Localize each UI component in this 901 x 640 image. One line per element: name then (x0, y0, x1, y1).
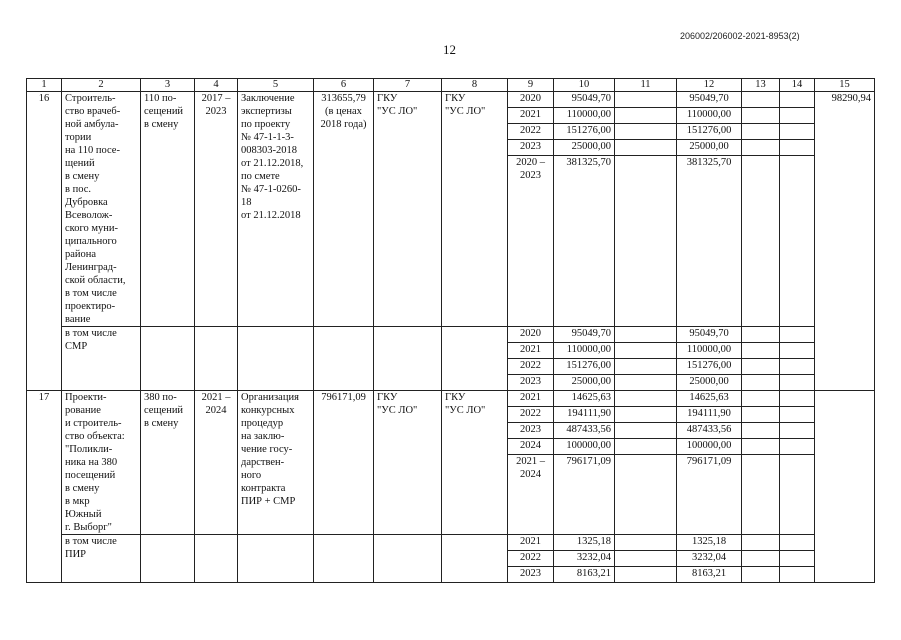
budget-amount: 151276,00 (677, 124, 742, 140)
col15-value: 98290,94 (815, 92, 875, 391)
col11-cell (615, 439, 677, 455)
budget-amount: 1325,18 (677, 535, 742, 551)
year: 2020 (508, 92, 554, 108)
col11-cell (615, 407, 677, 423)
col14-cell (780, 140, 815, 156)
empty-cell (141, 535, 195, 583)
col13-cell (742, 439, 780, 455)
budget-amount: 796171,09 (677, 455, 742, 535)
year: 2023 (508, 140, 554, 156)
total-amount: 95049,70 (554, 92, 615, 108)
col11-cell (615, 108, 677, 124)
budget-amount: 25000,00 (677, 375, 742, 391)
col14-cell (780, 423, 815, 439)
year: 2021 (508, 391, 554, 407)
budget-amount: 25000,00 (677, 140, 742, 156)
col11-cell (615, 124, 677, 140)
budget-amount: 110000,00 (677, 343, 742, 359)
total-amount: 487433,56 (554, 423, 615, 439)
total-amount: 151276,00 (554, 359, 615, 375)
col14-cell (780, 343, 815, 359)
builder: ГКУ "УС ЛО" (442, 391, 508, 535)
col15-cell (815, 391, 875, 583)
column-number-row (27, 79, 875, 92)
col13-cell (742, 92, 780, 108)
customer: ГКУ "УС ЛО" (374, 92, 442, 327)
budget-amount: 151276,00 (677, 359, 742, 375)
year: 2024 (508, 439, 554, 455)
col11-cell (615, 551, 677, 567)
table-row (27, 391, 875, 407)
empty-cell (442, 327, 508, 391)
col14-cell (780, 551, 815, 567)
year: 2023 (508, 423, 554, 439)
total-amount: 95049,70 (554, 327, 615, 343)
budget-amount: 14625,63 (677, 391, 742, 407)
column-number: 14 (780, 79, 815, 92)
budget-amount: 8163,21 (677, 567, 742, 583)
col14-cell (780, 156, 815, 327)
total-amount: 25000,00 (554, 375, 615, 391)
object-name: Строитель- ство врачеб- ной амбула- тории на 110 посе- щений в смену в пос. Дубровка Всеволож- ского муни- ципального района Ленинград- ской области, в том числе проектиро- вание (62, 92, 141, 327)
sub-label: в том числе СМР (62, 327, 141, 391)
col14-cell (780, 359, 815, 375)
year: 2022 (508, 359, 554, 375)
col14-cell (780, 108, 815, 124)
year: 2021 (508, 535, 554, 551)
column-number: 15 (815, 79, 875, 92)
basis: Заключение экспертизы по проекту № 47-1-1-3- 008303-2018 от 21.12.2018, по смете № 47-1-0260- 18 от 21.12.2018 (238, 92, 314, 327)
budget-amount: 95049,70 (677, 92, 742, 108)
col14-cell (780, 327, 815, 343)
column-number: 2 (62, 79, 141, 92)
col11-cell (615, 156, 677, 327)
investment-table (26, 78, 875, 583)
col11-cell (615, 375, 677, 391)
column-number: 6 (314, 79, 374, 92)
col11-cell (615, 455, 677, 535)
total-amount: 100000,00 (554, 439, 615, 455)
page-number: 12 (443, 42, 456, 57)
col11-cell (615, 391, 677, 407)
item-number: 16 (27, 92, 62, 391)
cost: 313655,79 (в ценах 2018 года) (314, 92, 374, 327)
total-amount: 25000,00 (554, 140, 615, 156)
col14-cell (780, 391, 815, 407)
col13-cell (742, 124, 780, 140)
col13-cell (742, 567, 780, 583)
empty-cell (314, 327, 374, 391)
table-row (27, 327, 875, 343)
period: 2021 – 2024 (195, 391, 238, 535)
builder: ГКУ "УС ЛО" (442, 92, 508, 327)
empty-cell (314, 535, 374, 583)
customer: ГКУ "УС ЛО" (374, 391, 442, 535)
col13-cell (742, 156, 780, 327)
col13-cell (742, 359, 780, 375)
col13-cell (742, 140, 780, 156)
year: 2021 (508, 108, 554, 124)
col14-cell (780, 375, 815, 391)
col13-cell (742, 327, 780, 343)
capacity: 110 по- сещений в смену (141, 92, 195, 327)
total-amount: 8163,21 (554, 567, 615, 583)
col13-cell (742, 108, 780, 124)
col13-cell (742, 375, 780, 391)
year-range: 2021 – 2024 (508, 455, 554, 535)
col13-cell (742, 423, 780, 439)
sub-label: в том числе ПИР (62, 535, 141, 583)
column-number: 4 (195, 79, 238, 92)
empty-cell (195, 535, 238, 583)
budget-amount: 487433,56 (677, 423, 742, 439)
empty-cell (374, 327, 442, 391)
column-number: 5 (238, 79, 314, 92)
col13-cell (742, 343, 780, 359)
year: 2020 (508, 327, 554, 343)
col13-cell (742, 551, 780, 567)
document-id: 206002/206002-2021-8953(2) (680, 31, 800, 41)
basis: Организация конкурсных процедур на заклю- чение госу- дарствен- ного контракта ПИР + СМР (238, 391, 314, 535)
total-amount: 381325,70 (554, 156, 615, 327)
column-number: 13 (742, 79, 780, 92)
total-amount: 110000,00 (554, 108, 615, 124)
year: 2022 (508, 407, 554, 423)
cost: 796171,09 (314, 391, 374, 535)
budget-amount: 110000,00 (677, 108, 742, 124)
empty-cell (195, 327, 238, 391)
col11-cell (615, 343, 677, 359)
col14-cell (780, 455, 815, 535)
capacity: 380 по- сещений в смену (141, 391, 195, 535)
column-number: 12 (677, 79, 742, 92)
budget-amount: 381325,70 (677, 156, 742, 327)
col14-cell (780, 92, 815, 108)
object-name: Проекти- рование и строитель- ство объекта: "Поликли- ника на 380 посещений в смену в мкр Южный г. Выборг" (62, 391, 141, 535)
col14-cell (780, 567, 815, 583)
total-amount: 796171,09 (554, 455, 615, 535)
col13-cell (742, 391, 780, 407)
empty-cell (374, 535, 442, 583)
table-row (27, 92, 875, 108)
column-number: 7 (374, 79, 442, 92)
col14-cell (780, 535, 815, 551)
year: 2023 (508, 375, 554, 391)
col11-cell (615, 327, 677, 343)
empty-cell (141, 327, 195, 391)
total-amount: 1325,18 (554, 535, 615, 551)
col14-cell (780, 124, 815, 140)
col11-cell (615, 92, 677, 108)
col13-cell (742, 407, 780, 423)
year: 2022 (508, 551, 554, 567)
empty-cell (238, 327, 314, 391)
budget-amount: 95049,70 (677, 327, 742, 343)
col14-cell (780, 439, 815, 455)
year: 2021 (508, 343, 554, 359)
table-row (27, 535, 875, 551)
col13-cell (742, 455, 780, 535)
year: 2023 (508, 567, 554, 583)
empty-cell (442, 535, 508, 583)
column-number: 9 (508, 79, 554, 92)
total-amount: 14625,63 (554, 391, 615, 407)
budget-amount: 100000,00 (677, 439, 742, 455)
column-number: 10 (554, 79, 615, 92)
empty-cell (238, 535, 314, 583)
col11-cell (615, 567, 677, 583)
col13-cell (742, 535, 780, 551)
period: 2017 – 2023 (195, 92, 238, 327)
budget-amount: 194111,90 (677, 407, 742, 423)
year: 2022 (508, 124, 554, 140)
col14-cell (780, 407, 815, 423)
total-amount: 194111,90 (554, 407, 615, 423)
col11-cell (615, 423, 677, 439)
column-number: 3 (141, 79, 195, 92)
budget-amount: 3232,04 (677, 551, 742, 567)
col11-cell (615, 359, 677, 375)
item-number: 17 (27, 391, 62, 583)
col11-cell (615, 140, 677, 156)
col11-cell (615, 535, 677, 551)
column-number: 1 (27, 79, 62, 92)
total-amount: 3232,04 (554, 551, 615, 567)
total-amount: 110000,00 (554, 343, 615, 359)
year-range: 2020 – 2023 (508, 156, 554, 327)
total-amount: 151276,00 (554, 124, 615, 140)
column-number: 11 (615, 79, 677, 92)
column-number: 8 (442, 79, 508, 92)
